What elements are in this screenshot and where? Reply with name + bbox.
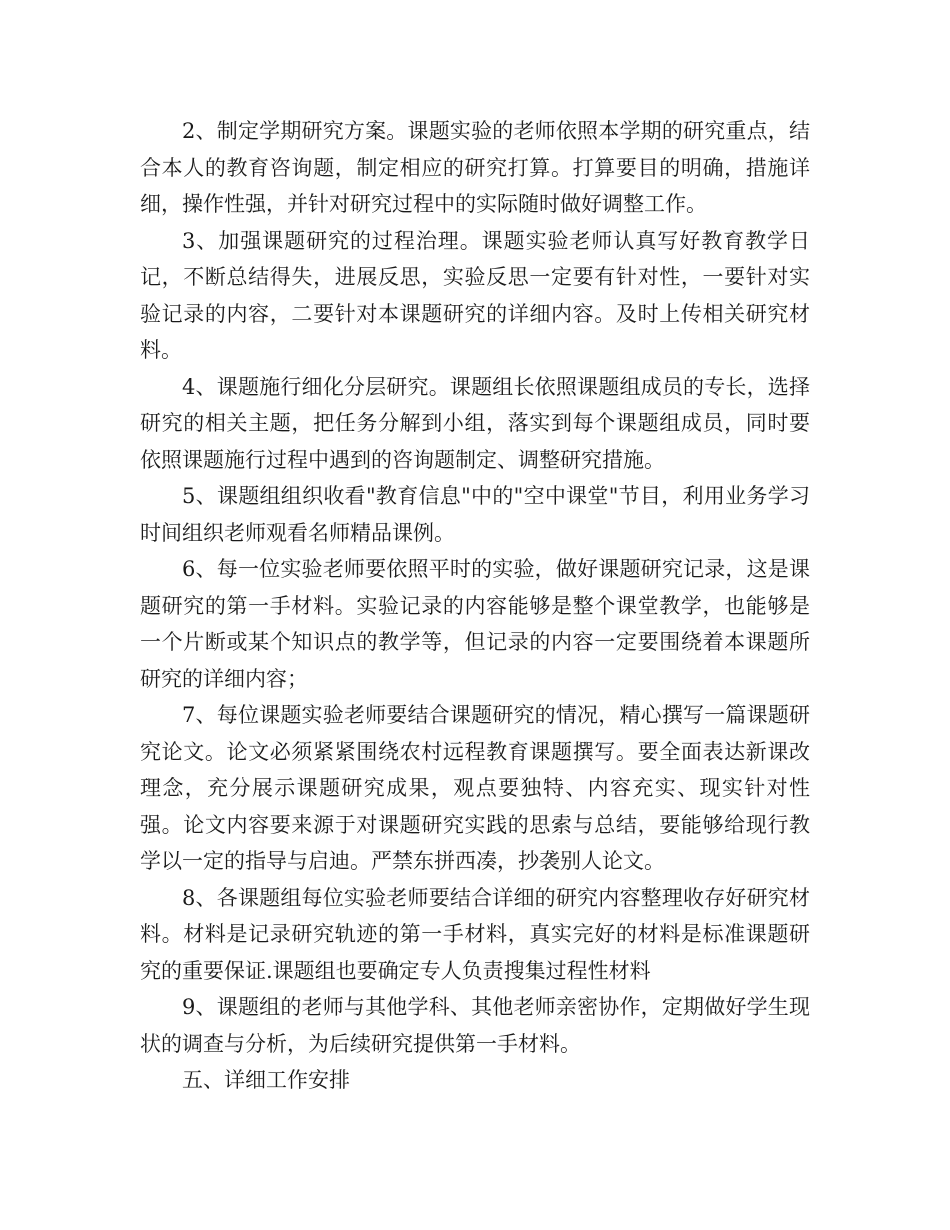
document-body xyxy=(140,113,810,1099)
paragraph-item-7: 7、每位课题实验老师要结合课题研究的情况，精心撰写一篇课题研究论文。论文必须紧紧围绕农村远程教育课题撰写。要全面表达新课改理念，充分展示课题研究成果，观点要独特、内容充实、现实针对性强。论文内容要来源于对课题研究实践的思索与总结，要能够给现行教学以一定的指导与启迪。严禁东拼西凑，抄袭别人论文。 xyxy=(140,703,810,873)
section-heading: 五、详细工作安排 xyxy=(182,1068,350,1092)
paragraph-item-9: 9、课题组的老师与其他学科、其他老师亲密协作，定期做好学生现状的调查与分析，为后续研究提供第一手材料。 xyxy=(140,995,810,1056)
paragraph-item-5: 5、课题组组织收看"教育信息"中的"空中课堂"节目，利用业务学习时间组织老师观看名师精品课例。 xyxy=(140,484,810,545)
paragraph-item-2: 2、制定学期研究方案。课题实验的老师依照本学期的研究重点，结合本人的教育咨询题，制定相应的研究打算。打算要目的明确，措施详细，操作性强，并针对研究过程中的实际随时做好调整工作。 xyxy=(140,119,810,216)
paragraph-item-4: 4、课题施行细化分层研究。课题组长依照课题组成员的专长，选择研究的相关主题，把任务分解到小组，落实到每个课题组成员，同时要依照课题施行过程中遇到的咨询题制定、调整研究措施。 xyxy=(140,374,810,472)
paragraph-item-6: 6、每一位实验老师要依照平时的实验，做好课题研究记录，这是课题研究的第一手材料。实验记录的内容能够是整个课堂教学，也能够是一个片断或某个知识点的教学等，但记录的内容一定要围绕着本课题所研究的详细内容； xyxy=(140,557,810,691)
paragraph-item-8: 8、各课题组每位实验老师要结合详细的研究内容整理收存好研究材料。材料是记录研究轨迹的第一手材料，真实完好的材料是标准课题研究的重要保证.课题组也要确定专人负责搜集过程性材料 xyxy=(140,885,810,983)
paragraph-item-3: 3、加强课题研究的过程治理。课题实验老师认真写好教育教学日记，不断总结得失，进展反思，实验反思一定要有针对性，一要针对实验记录的内容，二要针对本课题研究的详细内容。及时上传相关研究材料。 xyxy=(140,228,810,362)
